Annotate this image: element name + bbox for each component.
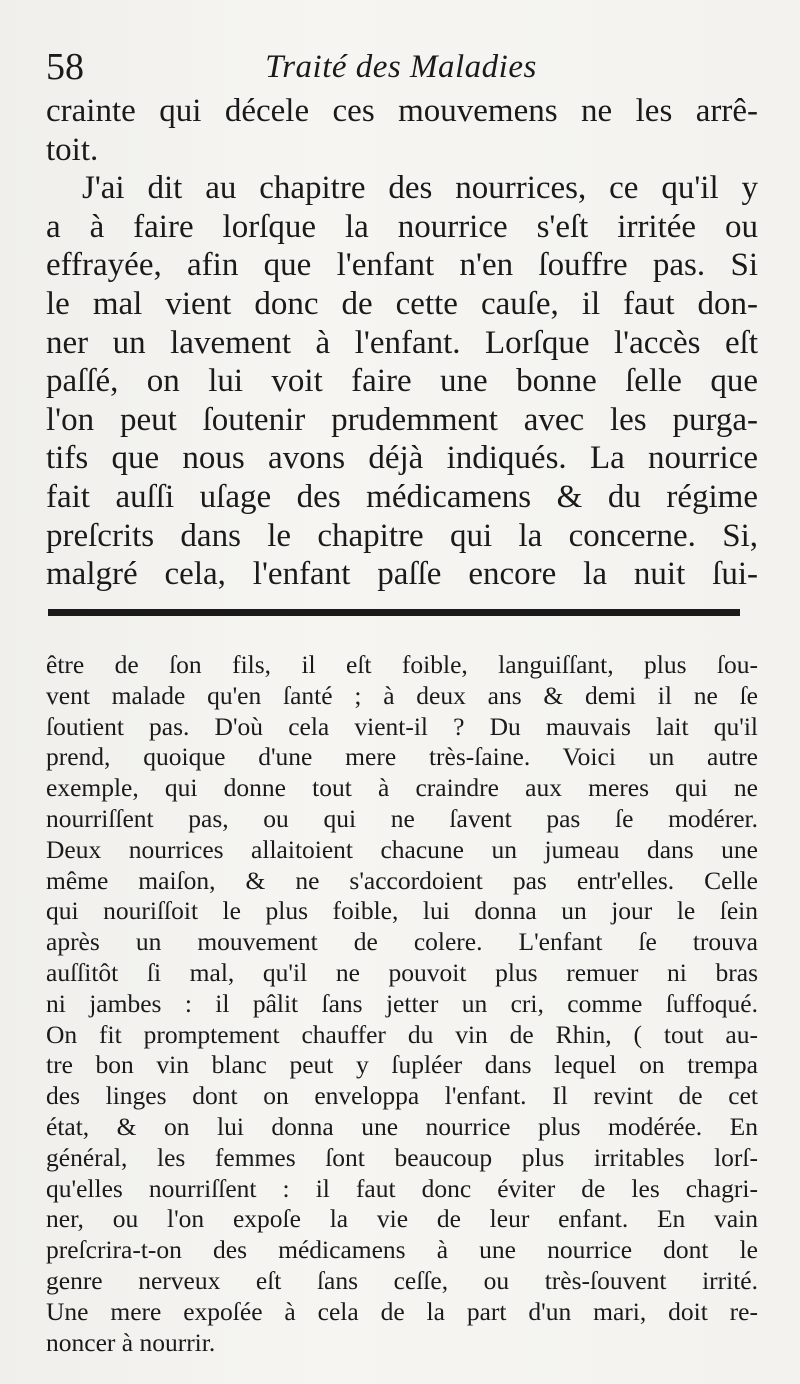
footnote-line: des linges dont on enveloppa l'enfant. Il revint de cet [46, 1081, 758, 1111]
main-text-line: toit. [46, 131, 99, 168]
footnote-line: genre nerveux eſt ſans ceſſe, ou très-ſouvent irrité. [46, 1265, 758, 1295]
main-text-line: l'on peut ſoutenir prudemment avec les purga- [46, 401, 758, 438]
footnote-line: tre bon vin blanc peut y ſupléer dans lequel on trempa [46, 1050, 758, 1080]
footnote-line: Une mere expoſée à cela de la part d'un mari, doit re- [46, 1296, 758, 1326]
footnote-line: général, les femmes ſont beaucoup plus irritables lorſ- [46, 1142, 758, 1172]
main-text-line: effrayée, afin que l'enfant n'en ſouffre pas. Si [46, 247, 758, 284]
footnote-line: preſcrira-t-on des médicamens à une nourrice dont le [46, 1235, 758, 1265]
page-header [46, 42, 756, 92]
main-text-line: malgré cela, l'enfant paſſe encore la nuit ſui- [46, 556, 758, 593]
footnote-line: nourriſſent pas, ou qui ne ſavent pas ſe modérer. [46, 803, 758, 833]
footnote-line: ni jambes : il pâlit ſans jetter un cri, comme ſuffoqué. [46, 988, 758, 1018]
footnote-line: On fit promptement chauffer du vin de Rhin, ( tout au- [46, 1019, 758, 1049]
footnote-line: Deux nourrices allaitoient chacune un jumeau dans une [46, 834, 758, 864]
footnote-line: vent malade qu'en ſanté ; à deux ans & demi il ne ſe [46, 680, 758, 710]
footnote-line: après un mouvement de colere. L'enfant ſe trouva [46, 927, 758, 957]
footnote-line: ner, ou l'on expoſe la vie de leur enfant. En vain [46, 1204, 758, 1234]
page-number: 58 [46, 46, 84, 88]
footnote-line: qu'elles nourriſſent : il faut donc éviter de les chagri- [46, 1173, 758, 1203]
main-text-line: tifs que nous avons déjà indiqués. La nourrice [46, 440, 758, 477]
running-title: Traité des Maladies [265, 49, 537, 85]
main-text-line: ner un lavement à l'enfant. Lorſque l'accès eſt [46, 324, 758, 361]
footnote-line: exemple, qui donne tout à craindre aux meres qui ne [46, 773, 758, 803]
main-text-line: preſcrits dans le chapitre qui la concerne. Si, [46, 517, 758, 554]
footnote-line: état, & on lui donna une nourrice plus modérée. En [46, 1111, 758, 1141]
footnote-line: qui nouriſſoit le plus foible, lui donna un jour le ſein [46, 896, 758, 926]
footnote-line: même maiſon, & ne s'accordoient pas entr'elles. Celle [46, 865, 758, 895]
footnote-rule [48, 609, 740, 616]
main-text-line: le mal vient donc de cette cauſe, il faut don- [46, 285, 758, 322]
main-text [46, 92, 758, 594]
footnote-line: noncer à nourrir. [46, 1327, 216, 1357]
main-text-line: J'ai dit au chapitre des nourrices, ce qu'il y [82, 170, 758, 207]
main-text-line: fait auſſi uſage des médicamens & du régime [46, 478, 758, 515]
footnote-line: ſoutient pas. D'où cela vient-il ? Du mauvais lait qu'il [46, 711, 758, 741]
footnote-line: auſſitôt ſi mal, qu'il ne pouvoit plus remuer ni bras [46, 957, 758, 987]
main-text-line: paſſé, on lui voit faire une bonne ſelle que [46, 363, 758, 400]
main-text-line: a à faire lorſque la nourrice s'eſt irritée ou [46, 208, 758, 245]
footnote-line: être de ſon fils, il eſt foible, languiſſant, plus ſou- [46, 650, 758, 679]
footnote-line: prend, quoique d'une mere très-ſaine. Voici un autre [46, 742, 758, 772]
footnote-text [46, 650, 758, 1358]
main-text-line: crainte qui décele ces mouvemens ne les arrê- [46, 93, 758, 129]
